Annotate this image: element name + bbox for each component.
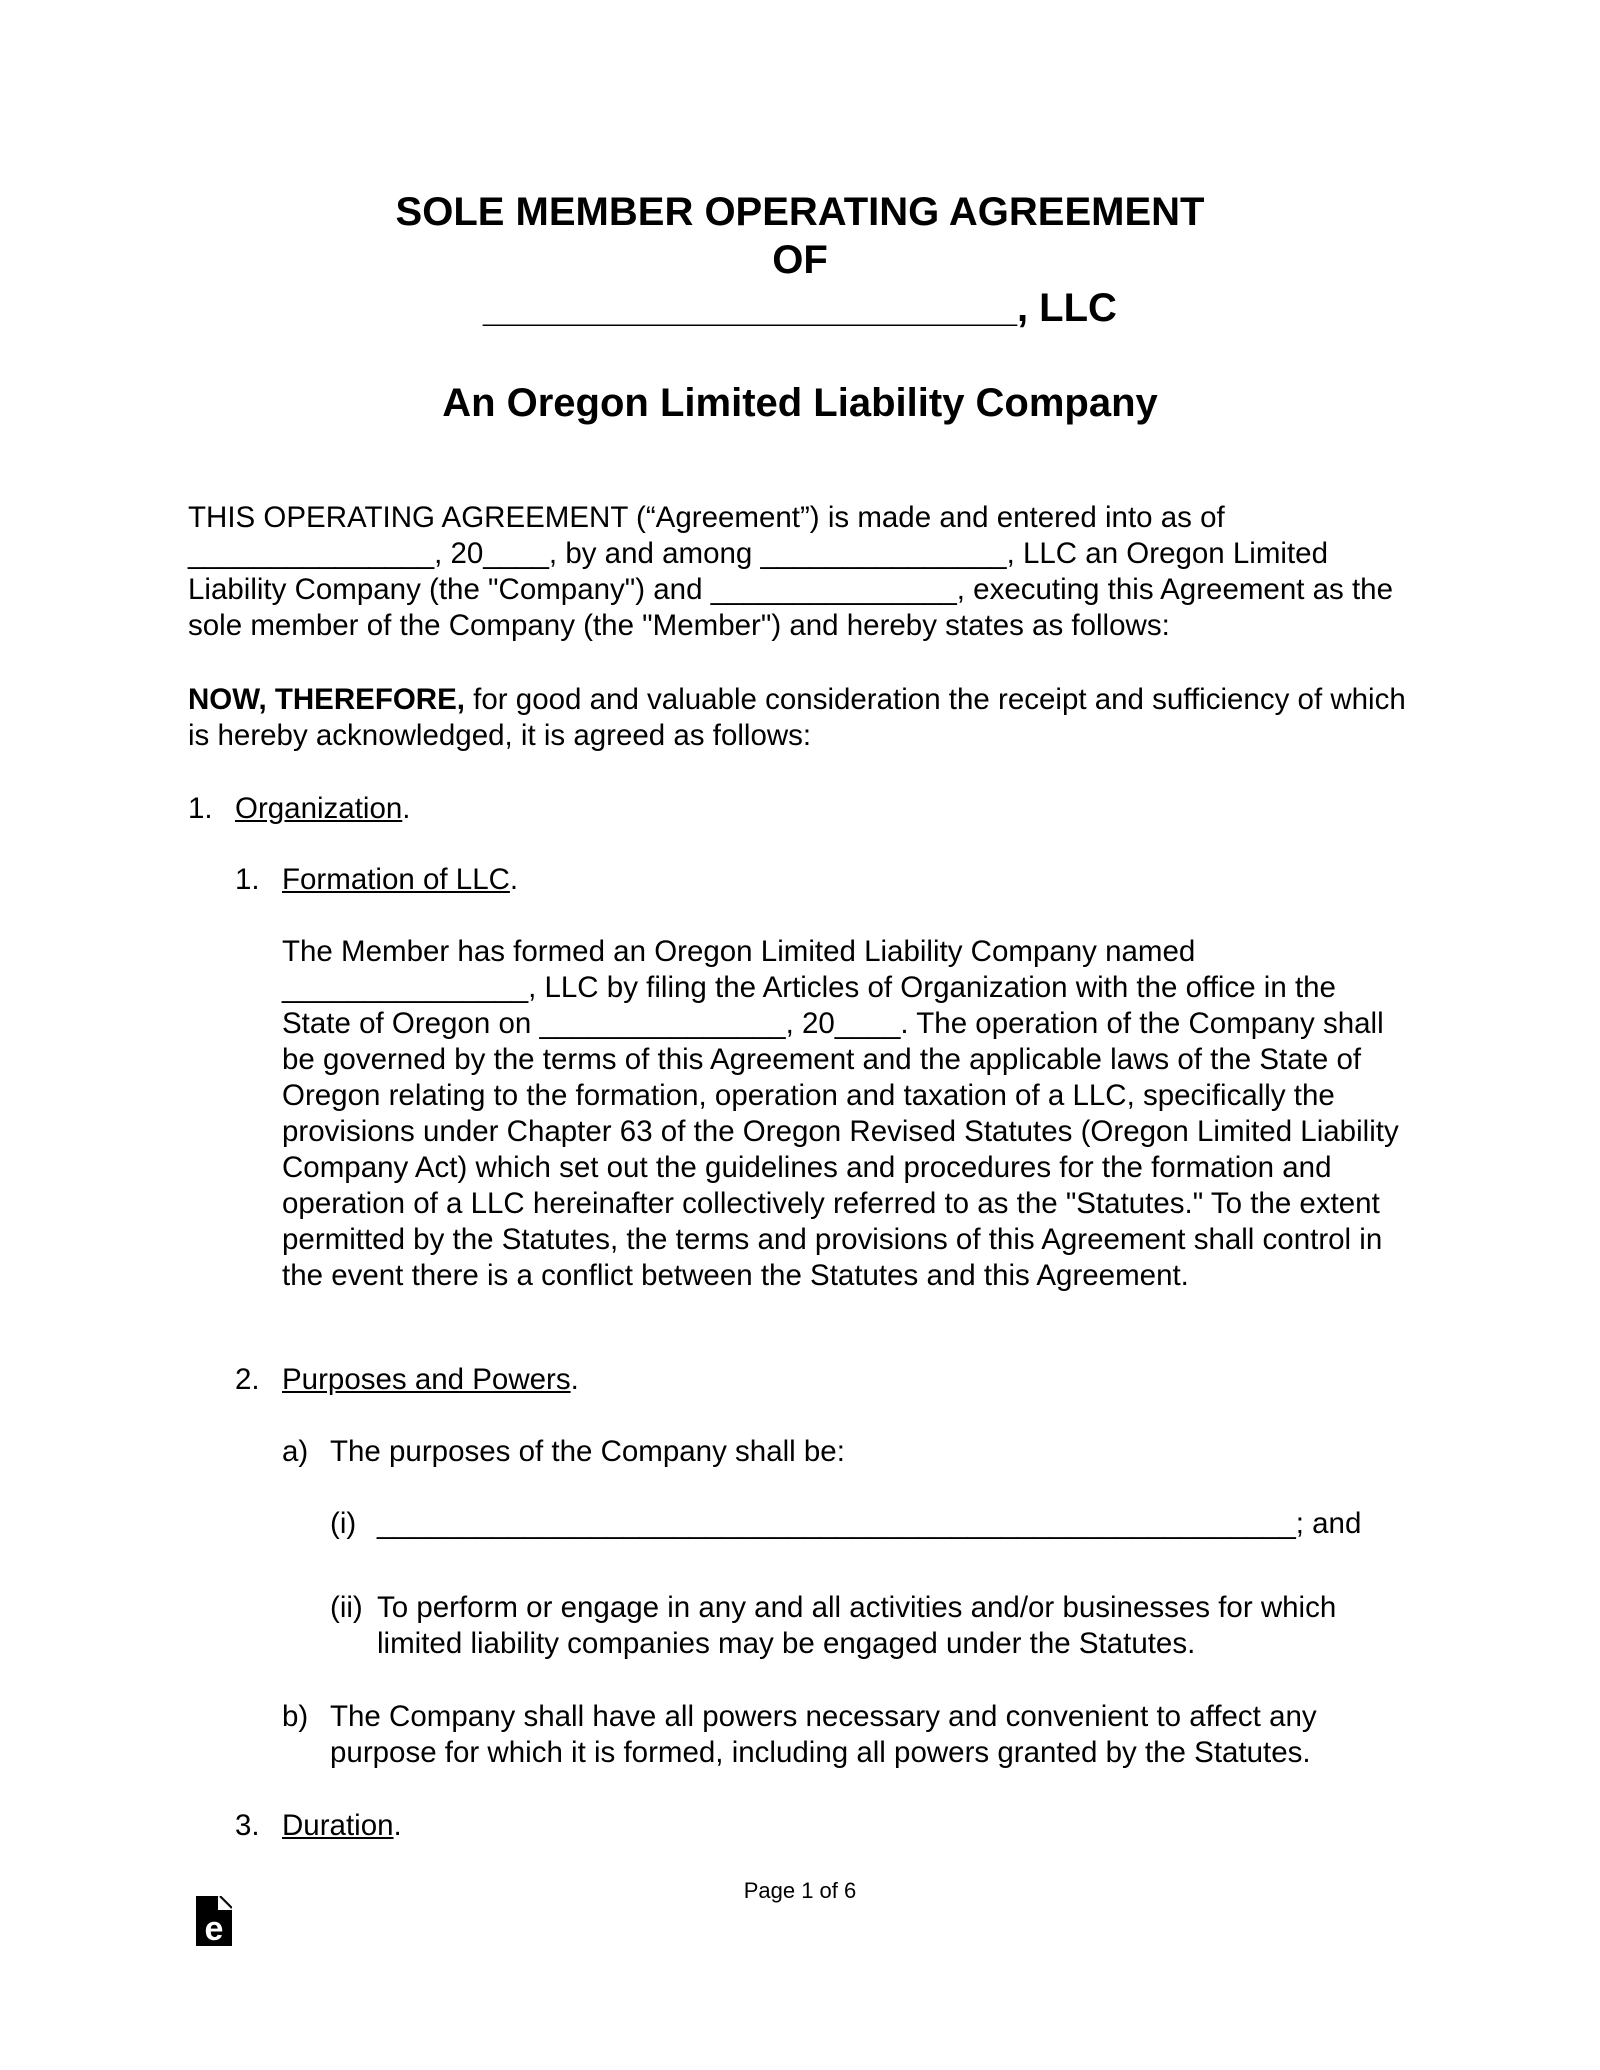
item-label: (i) xyxy=(330,1507,357,1540)
item-b-text: The Company shall have all powers necessary and convenient to affect any purpose for which it is formed, including all powers granted by the Statutes. xyxy=(330,1700,1317,1769)
subsection-number: 2. xyxy=(235,1363,260,1396)
document-title-of: OF xyxy=(772,238,828,282)
subsection-heading-formation xyxy=(282,862,518,898)
subsection-number: 1. xyxy=(235,863,260,896)
section-heading-organization xyxy=(235,791,410,827)
formation-paragraph: The Member has formed an Oregon Limited Liability Company named _______________, LLC by filing the Articles of Organization with the office in the State of Oregon on _______________, 20____. The operation of the Company shall be governed by the terms of this Agreement and the applicable laws of the State of Oregon relating to the formation, operation and taxation of a LLC, specifically the provisions under Chapter 63 of the Oregon Revised Statutes (Oregon Limited Liability Company Act) which set out the guidelines and procedures for the formation and operation of a LLC hereinafter collectively referred to as the "Statutes." To the extent permitted by the Statutes, the terms and provisions of this Agreement shall control in the event there is a conflict between the Statutes and this Agreement. xyxy=(282,935,1399,1292)
item-label: a) xyxy=(282,1435,309,1468)
section-number: 1. xyxy=(188,792,213,825)
item-label: (ii) xyxy=(330,1591,363,1624)
eforms-logo-icon xyxy=(196,1896,232,1946)
page-number-footer: Page 1 of 6 xyxy=(743,1878,857,1903)
heading-punct: . xyxy=(402,792,411,825)
subsection-number: 3. xyxy=(235,1809,260,1842)
document-title: SOLE MEMBER OPERATING AGREEMENT xyxy=(395,190,1205,234)
now-therefore-paragraph xyxy=(188,682,1418,754)
svg-text:e: e xyxy=(204,1910,224,1946)
subsection-heading-duration xyxy=(282,1808,402,1844)
item-i-text: ________________________________________________________; and xyxy=(377,1507,1362,1540)
heading-punct: . xyxy=(509,863,519,896)
item-a-text: The purposes of the Company shall be: xyxy=(330,1435,845,1468)
item-ii-text: To perform or engage in any and all activities and/or businesses for which limited liability companies may be engaged under the Statutes. xyxy=(377,1591,1337,1660)
subsection-heading-text: Purposes and Powers xyxy=(282,1363,571,1396)
heading-punct: . xyxy=(570,1363,579,1396)
section-heading-text: Organization xyxy=(235,792,403,825)
item-label: b) xyxy=(282,1700,309,1733)
subsection-heading-text: Formation of LLC xyxy=(282,863,510,896)
subsection-heading-purposes xyxy=(282,1362,579,1398)
subsection-heading-text: Duration xyxy=(282,1809,394,1842)
now-therefore-bold: NOW, THEREFORE, xyxy=(188,683,465,716)
heading-punct: . xyxy=(393,1809,402,1842)
company-name-line: ________________________, LLC xyxy=(483,286,1117,330)
document-subtitle: An Oregon Limited Liability Company xyxy=(442,381,1158,425)
now-therefore-text: for good and valuable consideration the receipt and sufficiency of which is hereby acknowledged, it is agreed as follows: xyxy=(188,683,1406,752)
intro-paragraph: THIS OPERATING AGREEMENT (“Agreement”) is made and entered into as of _______________, 20____, by and among _______________, LLC an Oregon Limited Liability Company (the "Company") and _______________, executing this Agreement as the sole member of the Company (the "Member") and hereby states as follows: xyxy=(188,501,1393,642)
